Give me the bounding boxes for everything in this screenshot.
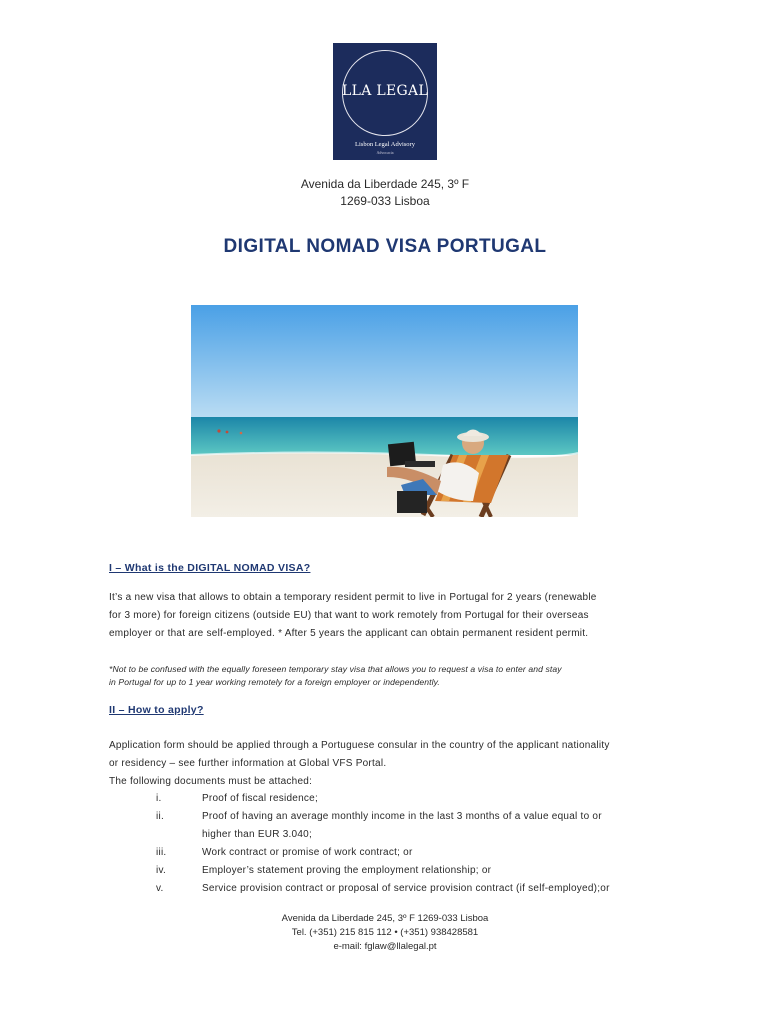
section-1-line-3: employer or that are self-employed. * After 5 years the applicant can obtain permanent resident permit. [109, 628, 589, 639]
list-item [109, 862, 669, 880]
list-item-number: v. [156, 883, 164, 894]
footer-phone: Tel. (+351) 215 815 112 • (+351) 938428581 [291, 927, 479, 938]
logo-subtitle: Lisbon Legal Advisory [355, 141, 415, 148]
footnote-line-1: *Not to be confused with the equally foreseen temporary stay visa that allows you to request a visa to enter and stay [109, 664, 562, 674]
section-1-paragraph [109, 589, 661, 643]
list-item-text: Work contract or promise of work contract; or [202, 847, 413, 858]
lla-legal-logo [333, 43, 437, 160]
footer-email: e-mail: fglaw@llalegal.pt [333, 941, 437, 952]
list-item-text: Proof of fiscal residence; [202, 793, 318, 804]
list-item-number: ii. [156, 811, 164, 822]
list-item-text: Employer’s statement proving the employment relationship; or [202, 865, 492, 876]
list-item [109, 880, 669, 898]
section-1-line-1: It’s a new visa that allows to obtain a temporary resident permit to live in Portugal for 2 years (renewable [109, 592, 597, 603]
list-item [109, 844, 669, 862]
beach-laptop-photo [191, 305, 578, 517]
list-item-text [202, 808, 662, 844]
section-1-footnote [109, 663, 664, 689]
footnote-line-2: in Portugal for up to 1 year working remotely for a foreign employer or independently. [109, 677, 440, 687]
list-item-number: i. [156, 793, 162, 804]
list-item [109, 790, 669, 808]
logo-subtitle-small: Advocacia [376, 150, 394, 155]
list-item-number: iv. [156, 865, 167, 876]
footer-address: Avenida da Liberdade 245, 3º F 1269-033 Lisboa [281, 913, 489, 924]
beach-photo-illustration [191, 305, 578, 517]
section-1-heading: I – What is the DIGITAL NOMAD VISA? [109, 562, 311, 574]
section-2-heading: II – How to apply? [109, 704, 204, 716]
header-address-line1: Avenida da Liberdade 245, 3º F [300, 177, 470, 191]
section-2-line-2: or residency – see further information at Global VFS Portal. [109, 758, 387, 769]
list-item [109, 808, 669, 844]
list-item-text-line-1: Proof of having an average monthly income in the last 3 months of a value equal to or [202, 811, 602, 822]
header-address-line2: 1269-033 Lisboa [340, 194, 430, 208]
section-2-line-3: The following documents must be attached: [109, 776, 313, 787]
list-item-text-line-2: higher than EUR 3.040; [202, 829, 313, 840]
header-address [0, 176, 770, 210]
logo-name: LLA LEGAL [342, 83, 428, 99]
page-footer [0, 912, 770, 954]
section-2-line-1: Application form should be applied through a Portuguese consular in the country of the applicant nationality [109, 740, 610, 751]
list-item-text: Service provision contract or proposal of service provision contract (if self-employed);or [202, 883, 610, 894]
section-2-paragraph [109, 737, 661, 791]
section-1-line-2: for 3 more) for foreign citizens (outside EU) that want to work remotely from Portugal for their overseas [109, 610, 589, 621]
list-item-number: iii. [156, 847, 167, 858]
document-title: DIGITAL NOMAD VISA PORTUGAL [223, 236, 547, 257]
required-documents-list [109, 790, 669, 898]
